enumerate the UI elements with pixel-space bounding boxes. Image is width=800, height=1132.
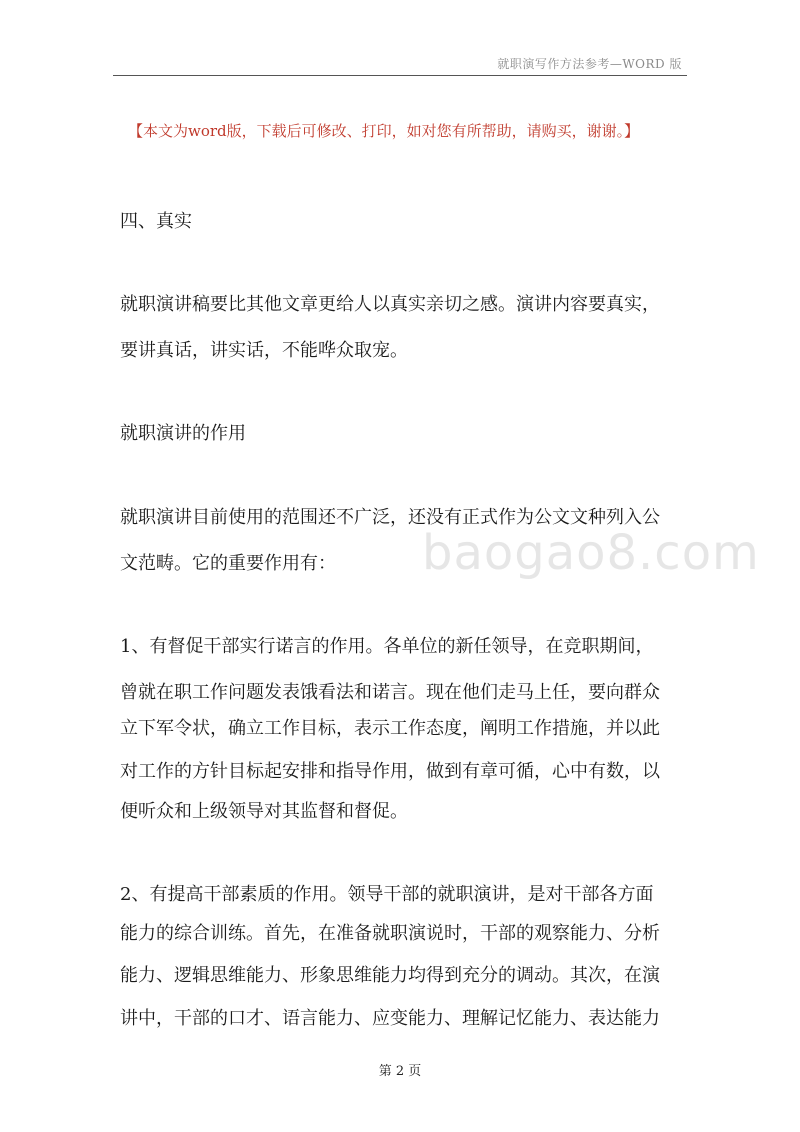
paragraph-line: 2、有提高干部素质的作用。领导干部的就职演讲，是对干部各方面	[120, 884, 654, 905]
paragraph-line: 曾就在职工作问题发表饿看法和诺言。现在他们走马上任，要向群众	[120, 682, 660, 703]
paragraph-line: 1、有督促干部实行诺言的作用。各单位的新任领导，在竞职期间，	[120, 636, 654, 657]
watermark: baogao8.com	[422, 525, 760, 581]
header-divider	[113, 75, 687, 76]
paragraph-line: 文范畴。它的重要作用有：	[120, 553, 336, 574]
paragraph-line: 立下军令状，确立工作目标，表示工作态度，阐明工作措施，并以此	[120, 718, 660, 739]
paragraph-line: 就职演讲稿要比其他文章更给人以真实亲切之感。演讲内容要真实，	[120, 294, 660, 315]
paragraph-line: 要讲真话，讲实话，不能哗众取宠。	[120, 340, 408, 361]
paragraph-line: 能力的综合训练。首先，在准备就职演说时，干部的观察能力、分析	[120, 923, 660, 944]
paragraph-line: 就职演讲目前使用的范围还不广泛，还没有正式作为公文文种列入公	[120, 507, 660, 528]
section-heading: 四、真实	[120, 211, 192, 232]
running-header: 就职演写作方法参考—WORD 版	[497, 57, 682, 71]
purchase-notice: 【本文为word版，下载后可修改、打印，如对您有所帮助，请购买，谢谢。】	[128, 122, 640, 140]
paragraph-line: 能力、逻辑思维能力、形象思维能力均得到充分的调动。其次，在演	[120, 965, 660, 986]
page-number: 第 2 页	[378, 1064, 422, 1079]
paragraph-line: 讲中，干部的口才、语言能力、应变能力、理解记忆能力、表达能力	[120, 1008, 660, 1029]
paragraph-line: 便听众和上级领导对其监督和督促。	[120, 801, 408, 822]
paragraph-line: 对工作的方针目标起安排和指导作用，做到有章可循，心中有数，以	[120, 761, 660, 782]
subheading: 就职演讲的作用	[120, 423, 246, 444]
